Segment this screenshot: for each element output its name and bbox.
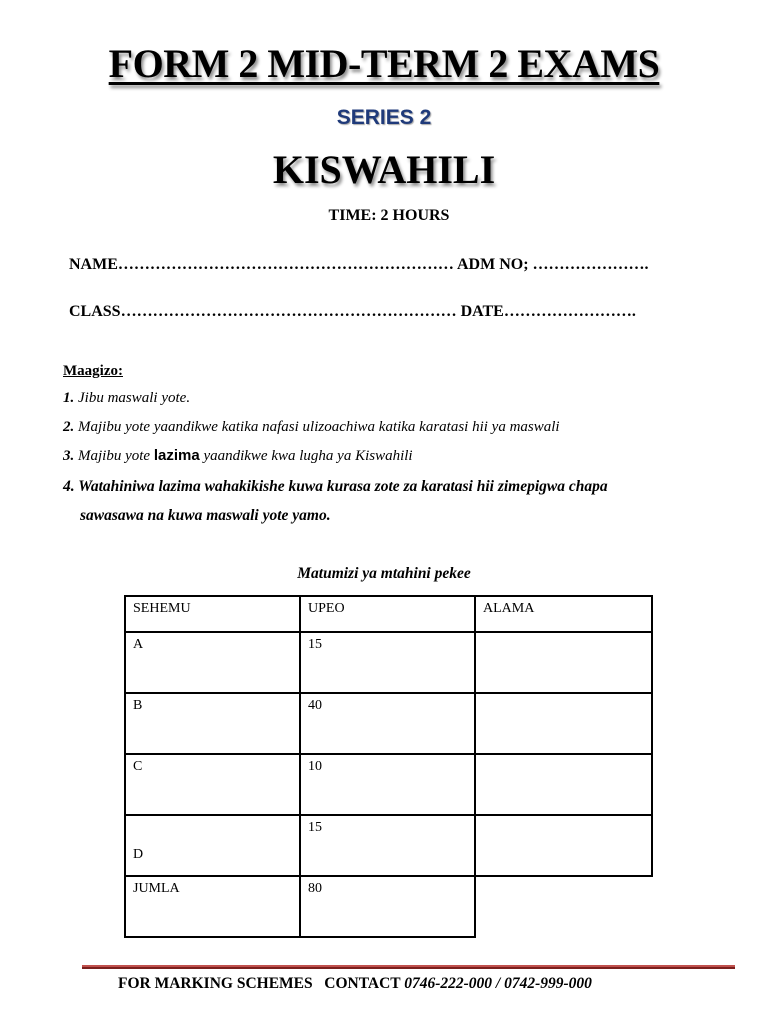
instruction-number: 4. xyxy=(63,478,75,495)
instructions-heading: Maagizo: xyxy=(63,363,123,379)
instruction-number: 2. xyxy=(63,419,75,435)
table-caption: Matumizi ya mtahini pekee xyxy=(297,565,471,582)
instruction-text: sawasawa na kuwa maswali yote yamo. xyxy=(80,507,331,524)
score-entry-cell[interactable] xyxy=(475,815,652,876)
section-cell: A xyxy=(125,632,300,693)
instruction-3 xyxy=(63,446,413,466)
column-header: ALAMA xyxy=(475,596,652,632)
instruction-text: Majibu yote xyxy=(78,448,154,464)
instruction-text: Majibu yote yaandikwe katika nafasi ulizoachiwa katika karatasi hii ya maswali xyxy=(78,419,560,435)
table-row xyxy=(125,754,652,815)
footer-label: FOR MARKING SCHEMES CONTACT xyxy=(118,975,405,992)
total-row xyxy=(125,876,652,937)
table-row xyxy=(125,693,652,754)
footer-divider xyxy=(82,965,735,969)
score-entry-cell[interactable] xyxy=(475,693,652,754)
max-marks-cell: 10 xyxy=(300,754,475,815)
instruction-text: Watahiniwa lazima wahakikishe kuwa kurasa zote za karatasi hii zimepigwa chapa xyxy=(78,478,608,495)
instruction-text: yaandikwe kwa lugha ya Kiswahili xyxy=(199,448,413,464)
exam-duration: TIME: 2 HOURS xyxy=(328,207,450,224)
series-label: SERIES 2 xyxy=(336,106,432,129)
subject-title: KISWAHILI xyxy=(272,147,496,192)
max-marks-cell: 15 xyxy=(300,632,475,693)
footer-contact xyxy=(118,974,592,994)
empty-cell xyxy=(475,876,652,937)
score-entry-cell[interactable] xyxy=(475,632,652,693)
exam-title: FORM 2 MID-TERM 2 EXAMS xyxy=(108,41,660,86)
instruction-number: 1. xyxy=(63,390,75,406)
total-max-cell: 80 xyxy=(300,876,475,937)
table-row xyxy=(125,632,652,693)
table-row xyxy=(125,815,652,876)
total-label-cell: JUMLA xyxy=(125,876,300,937)
section-cell xyxy=(125,815,300,876)
name-adm-line[interactable]: NAME……………………………………………………… ADM NO; …………………. xyxy=(69,256,649,273)
column-header: UPEO xyxy=(300,596,475,632)
instruction-1 xyxy=(63,388,190,408)
score-entry-cell[interactable] xyxy=(475,754,652,815)
score-table xyxy=(124,595,653,938)
section-cell: B xyxy=(125,693,300,754)
table-header-row xyxy=(125,596,652,632)
max-marks-cell: 15 xyxy=(300,815,475,876)
section-cell: C xyxy=(125,754,300,815)
max-marks-cell: 40 xyxy=(300,693,475,754)
instruction-text: Jibu maswali yote. xyxy=(78,390,191,406)
instruction-2 xyxy=(63,417,560,437)
column-header: SEHEMU xyxy=(125,596,300,632)
footer-phones[interactable]: 0746-222-000 / 0742-999-000 xyxy=(404,975,592,992)
instruction-number: 3. xyxy=(63,448,75,464)
section-label: D xyxy=(133,847,144,862)
class-date-line[interactable]: CLASS……………………………………………………… DATE……………………. xyxy=(69,303,636,320)
instruction-emphasis: lazima xyxy=(153,447,200,464)
instruction-4 xyxy=(63,472,608,530)
